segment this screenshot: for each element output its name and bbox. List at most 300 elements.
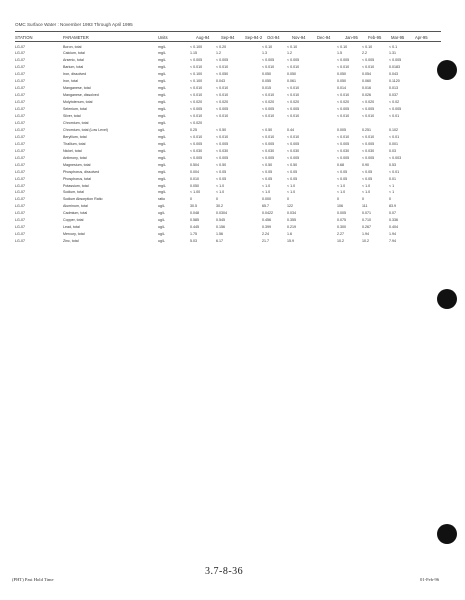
cell-units: mg/L xyxy=(158,107,166,112)
cell-units: ug/L xyxy=(158,232,165,237)
table-row xyxy=(0,106,465,113)
cell-units: mg/L xyxy=(158,183,166,188)
cell-nov: 122 xyxy=(287,204,293,209)
table-row xyxy=(0,231,465,238)
cell-aug: 5.03 xyxy=(190,239,197,244)
cell-sep: 0.0304 xyxy=(216,211,227,216)
cell-parameter: Sodium Absorption Ratio xyxy=(63,197,103,202)
cell-mar: 0.03 xyxy=(389,148,396,153)
cell-sep: < 0.005 xyxy=(216,141,229,146)
binder-hole-middle xyxy=(437,289,457,309)
cell-nov: 0.061 xyxy=(287,79,296,84)
cell-units: ug/L xyxy=(158,225,165,230)
cell-mar: 0.102 xyxy=(389,127,398,132)
cell-mar: 0 xyxy=(389,197,391,202)
cell-oct: 21.7 xyxy=(262,239,269,244)
cell-jan: < 1.0 xyxy=(337,183,346,188)
cell-jan: 1.5 xyxy=(337,51,342,56)
cell-aug: < 0.005 xyxy=(190,155,203,160)
binder-hole-bottom xyxy=(437,524,457,544)
column-header-feb-95: Feb-95 xyxy=(368,35,382,40)
cell-nov: < 0.005 xyxy=(287,58,300,63)
cell-oct: 0.015 xyxy=(262,86,271,91)
cell-sep: < 0.010 xyxy=(216,114,229,118)
cell-units: mg/L xyxy=(158,65,166,70)
cell-units: mg/L xyxy=(158,51,166,56)
cell-sep: 30.2 xyxy=(216,204,223,209)
cell-station: LG-07 xyxy=(15,218,25,223)
cell-aug: 0.004 xyxy=(190,169,199,174)
cell-mar: 0.013 xyxy=(389,86,398,91)
cell-nov: < 0.010 xyxy=(287,86,300,91)
cell-units: ug/L xyxy=(158,204,165,209)
cell-jan: 0.005 xyxy=(337,127,346,132)
cell-jan: < 0.020 xyxy=(337,100,350,105)
cell-feb: < 0.010 xyxy=(362,114,375,118)
cell-oct: < 0.005 xyxy=(262,155,275,160)
cell-oct: 1.3 xyxy=(262,51,267,56)
cell-oct: < 0.030 xyxy=(262,148,275,153)
cell-parameter: Aluminum, total xyxy=(63,204,88,209)
cell-station: LG-07 xyxy=(15,65,25,70)
cell-aug: < 0.100 xyxy=(190,79,203,84)
cell-mar: < 0.005 xyxy=(389,107,402,112)
cell-aug: < 0.100 xyxy=(190,44,203,49)
cell-mar: 0.0183 xyxy=(389,65,400,70)
column-header-dec-94: Dec-94 xyxy=(317,35,331,40)
cell-oct: < 0.005 xyxy=(262,107,275,112)
table-row xyxy=(0,183,465,190)
cell-parameter: Molybdenum, total xyxy=(63,100,93,105)
cell-station: LG-07 xyxy=(15,86,25,91)
column-header-nov-94: Nov-94 xyxy=(292,35,306,40)
cell-sep: < 0.010 xyxy=(216,65,229,70)
cell-feb: < 0.020 xyxy=(362,100,375,105)
cell-nov: < 0.020 xyxy=(287,100,300,105)
cell-feb: < 0.005 xyxy=(362,141,375,146)
cell-sep: < 0.005 xyxy=(216,58,229,63)
cell-mar: < 0.01 xyxy=(389,134,400,139)
cell-aug: 1.15 xyxy=(190,51,197,56)
cell-mar: < 0.003 xyxy=(389,155,402,160)
column-header-station: STATION xyxy=(15,35,33,40)
cell-mar: 0.07 xyxy=(389,211,396,216)
cell-station: LG-07 xyxy=(15,100,25,105)
cell-mar: < 0.005 xyxy=(389,58,402,63)
cell-nov: 0 xyxy=(287,197,289,202)
cell-oct: < 0.010 xyxy=(262,65,275,70)
cell-parameter: Iron, dissolved xyxy=(63,72,87,77)
cell-aug: < 0.005 xyxy=(190,58,203,63)
cell-aug: 0.504 xyxy=(190,162,199,167)
cell-nov: < 0.010 xyxy=(287,65,300,70)
cell-mar: 1.94 xyxy=(389,232,396,237)
cell-sep: 0.156 xyxy=(216,225,225,230)
cell-units: mg/L xyxy=(158,72,166,77)
cell-units: mg/L xyxy=(158,176,166,181)
cell-units: mg/L xyxy=(158,58,166,63)
column-header-oct-94: Oct-94 xyxy=(267,35,280,40)
cell-jan: 2.27 xyxy=(337,232,344,237)
cell-station: LG-07 xyxy=(15,183,25,188)
cell-sep: 1.2 xyxy=(216,51,221,56)
cell-parameter: Thallium, total xyxy=(63,141,86,146)
cell-parameter: Sodium, total xyxy=(63,190,84,195)
cell-sep: < 0.20 xyxy=(216,44,227,49)
cell-nov: < 0.005 xyxy=(287,107,300,112)
cell-nov: < 1.0 xyxy=(287,183,296,188)
cell-station: LG-07 xyxy=(15,155,25,160)
cell-parameter: Phosphorus, dissolved xyxy=(63,169,100,174)
cell-oct: 0.0422 xyxy=(262,211,273,216)
cell-jan: < 0.005 xyxy=(337,155,350,160)
cell-station: LG-07 xyxy=(15,197,25,202)
cell-parameter: Manganese, dissolved xyxy=(63,93,99,98)
cell-oct: 0.050 xyxy=(262,72,271,77)
cell-parameter: Iron, total xyxy=(63,79,78,84)
cell-oct: < 0.010 xyxy=(262,134,275,139)
cell-oct: < 1.0 xyxy=(262,190,271,195)
cell-mar: 0.043 xyxy=(389,72,398,77)
cell-feb: 1.94 xyxy=(362,232,369,237)
cell-sep: < 0.05 xyxy=(216,176,227,181)
table-row xyxy=(0,120,465,127)
cell-oct: < 0.05 xyxy=(262,176,273,181)
cell-nov: 1.6 xyxy=(287,232,292,237)
cell-nov: < 0.010 xyxy=(287,134,300,139)
cell-jan: 0.050 xyxy=(337,72,346,77)
cell-feb: < 0.005 xyxy=(362,155,375,160)
cell-aug: 0.050 xyxy=(190,183,199,188)
cell-aug: 0.010 xyxy=(190,176,199,181)
cell-units: mg/L xyxy=(158,162,166,167)
table-row xyxy=(0,169,465,176)
table-row xyxy=(0,238,465,245)
cell-feb: 0 xyxy=(362,197,364,202)
cell-sep: < 0.50 xyxy=(216,127,227,132)
cell-units: mg/L xyxy=(158,155,166,160)
cell-station: LG-07 xyxy=(15,211,25,216)
footer-note: (PHT) Past Hold Time xyxy=(12,577,54,582)
table-row xyxy=(0,113,465,120)
table-row xyxy=(0,189,465,196)
cell-station: LG-07 xyxy=(15,58,25,63)
cell-oct: < 0.010 xyxy=(262,93,275,98)
cell-jan: < 0.05 xyxy=(337,176,348,181)
cell-sep: < 0.030 xyxy=(216,148,229,153)
column-header-parameter: PARAMETER xyxy=(63,35,89,40)
cell-feb: 111 xyxy=(362,204,368,209)
cell-parameter: Manganese, total xyxy=(63,86,91,91)
cell-oct: < 0.10 xyxy=(262,44,273,49)
cell-sep: 6.17 xyxy=(216,239,223,244)
cell-station: LG-07 xyxy=(15,93,25,98)
cell-units: mg/L xyxy=(158,79,166,84)
cell-sep: 0.545 xyxy=(216,218,225,223)
cell-sep: 0.043 xyxy=(216,79,225,84)
column-header-mar-95: Mar-95 xyxy=(391,35,405,40)
cell-jan: 0.050 xyxy=(337,79,346,84)
table-row xyxy=(0,203,465,210)
cell-feb: < 0.05 xyxy=(362,176,373,181)
cell-sep: < 0.005 xyxy=(216,155,229,160)
cell-jan: < 0.030 xyxy=(337,148,350,153)
table-row xyxy=(0,134,465,141)
cell-aug: < 0.010 xyxy=(190,134,203,139)
cell-mar: 1.31 xyxy=(389,51,396,56)
cell-aug: < 0.010 xyxy=(190,114,203,118)
cell-nov: < 0.030 xyxy=(287,148,300,153)
cell-oct: 0.000 xyxy=(262,197,271,202)
cell-parameter: Zinc, total xyxy=(63,239,79,244)
cell-units: mg/L xyxy=(158,114,166,118)
cell-nov: 0.034 xyxy=(287,211,296,216)
cell-parameter: Mercury, total xyxy=(63,232,85,237)
cell-parameter: Antimony, total xyxy=(63,155,87,160)
column-header-aug-94: Aug-94 xyxy=(196,35,210,40)
cell-station: LG-07 xyxy=(15,127,25,132)
table-row xyxy=(0,148,465,155)
cell-mar: < 0.02 xyxy=(389,100,400,105)
cell-aug: 0.585 xyxy=(190,218,199,223)
table-row xyxy=(0,57,465,64)
table-row xyxy=(0,44,465,51)
table-row xyxy=(0,141,465,148)
cell-station: LG-07 xyxy=(15,72,25,77)
table-row xyxy=(0,78,465,85)
cell-station: LG-07 xyxy=(15,225,25,230)
cell-sep: < 0.010 xyxy=(216,93,229,98)
cell-parameter: Magnesium, total xyxy=(63,162,91,167)
cell-oct: < 0.020 xyxy=(262,100,275,105)
cell-oct: < 0.005 xyxy=(262,58,275,63)
cell-jan: < 0.005 xyxy=(337,58,350,63)
cell-station: LG-07 xyxy=(15,51,25,56)
cell-oct: < 1.0 xyxy=(262,183,271,188)
cell-sep: < 1.0 xyxy=(216,183,225,188)
cell-units: mg/L xyxy=(158,120,166,125)
cell-mar: 0.336 xyxy=(389,218,398,223)
cell-station: LG-07 xyxy=(15,239,25,244)
cell-units: ug/L xyxy=(158,211,165,216)
cell-mar: 0.037 xyxy=(389,93,398,98)
cell-nov: 0.050 xyxy=(287,72,296,77)
cell-station: LG-07 xyxy=(15,107,25,112)
footer-date: 01-Feb-96 xyxy=(420,577,440,582)
cell-station: LG-07 xyxy=(15,134,25,139)
table-row xyxy=(0,217,465,224)
cell-mar: < 0.01 xyxy=(389,169,400,174)
cell-parameter: Selenium, total xyxy=(63,107,87,112)
cell-mar: < 1 xyxy=(389,190,395,195)
table-row xyxy=(0,162,465,169)
cell-mar: < 0.01 xyxy=(389,114,400,118)
cell-feb: 0.026 xyxy=(362,93,371,98)
cell-feb: 0.054 xyxy=(362,72,371,77)
cell-mar: < 1 xyxy=(389,183,395,188)
cell-feb: 0.251 xyxy=(362,127,371,132)
cell-sep: < 0.010 xyxy=(216,86,229,91)
cell-units: mg/L xyxy=(158,190,166,195)
cell-aug: < 0.010 xyxy=(190,93,203,98)
cell-nov: < 0.010 xyxy=(287,93,300,98)
cell-parameter: Potassium, total xyxy=(63,183,89,188)
page-number: 3.7-8-36 xyxy=(205,566,244,577)
cell-feb: < 0.010 xyxy=(362,65,375,70)
cell-jan: 0.075 xyxy=(337,218,346,223)
table-row xyxy=(0,85,465,92)
cell-feb: < 0.005 xyxy=(362,58,375,63)
cell-feb: 0.071 xyxy=(362,211,371,216)
cell-oct: < 0.010 xyxy=(262,114,275,118)
cell-sep: < 1.0 xyxy=(216,190,225,195)
cell-feb: < 1.0 xyxy=(362,190,371,195)
cell-aug: < 0.020 xyxy=(190,100,203,105)
cell-parameter: Beryllium, total xyxy=(63,134,87,139)
cell-units: ug/L xyxy=(158,239,165,244)
cell-parameter: Arsenic, total xyxy=(63,58,84,63)
cell-parameter: Lead, total xyxy=(63,225,80,230)
cell-jan: < 0.10 xyxy=(337,44,348,49)
cell-feb: 0.90 xyxy=(362,162,369,167)
cell-mar: 0.53 xyxy=(389,162,396,167)
cell-units: mg/L xyxy=(158,148,166,153)
cell-aug: 0.25 xyxy=(190,127,197,132)
cell-nov: 1.2 xyxy=(287,51,292,56)
table-row xyxy=(0,176,465,183)
table-row xyxy=(0,155,465,162)
binder-hole-top xyxy=(437,60,457,80)
cell-aug: < 0.100 xyxy=(190,72,203,77)
cell-station: LG-07 xyxy=(15,120,25,125)
cell-aug: < 0.010 xyxy=(190,65,203,70)
cell-sep: 1.56 xyxy=(216,232,223,237)
cell-aug: 1.75 xyxy=(190,232,197,237)
cell-oct: < 0.005 xyxy=(262,141,275,146)
cell-oct: 0.055 xyxy=(262,79,271,84)
cell-station: LG-07 xyxy=(15,141,25,146)
cell-parameter: Chromium, total xyxy=(63,120,89,125)
cell-station: LG-07 xyxy=(15,176,25,181)
page-header-title: OMC Surface Water : November 1993 Through April 1995 xyxy=(15,22,133,27)
cell-jan: < 0.05 xyxy=(337,169,348,174)
cell-oct: 0.399 xyxy=(262,225,271,230)
cell-jan: < 0.010 xyxy=(337,114,350,118)
cell-nov: < 0.005 xyxy=(287,141,300,146)
cell-station: LG-07 xyxy=(15,44,25,49)
cell-station: LG-07 xyxy=(15,162,25,167)
cell-station: LG-07 xyxy=(15,190,25,195)
column-header-sep-94-2: Sep-94-2 xyxy=(245,35,263,40)
column-header-units: Units xyxy=(158,35,168,40)
cell-nov: 0.44 xyxy=(287,127,294,132)
table-row xyxy=(0,127,465,134)
table-row xyxy=(0,71,465,78)
cell-nov: 15.9 xyxy=(287,239,294,244)
cell-feb: < 0.10 xyxy=(362,44,373,49)
cell-sep: < 0.005 xyxy=(216,107,229,112)
cell-station: LG-07 xyxy=(15,114,25,118)
cell-feb: 10.2 xyxy=(362,239,369,244)
cell-nov: < 0.50 xyxy=(287,162,298,167)
cell-parameter: Boron, total xyxy=(63,44,82,49)
cell-aug: < 0.005 xyxy=(190,107,203,112)
cell-feb: 0.060 xyxy=(362,79,371,84)
cell-oct: < 0.50 xyxy=(262,127,273,132)
cell-parameter: Barium, total xyxy=(63,65,84,70)
cell-nov: < 0.005 xyxy=(287,155,300,160)
cell-parameter: Nickel, total xyxy=(63,148,82,153)
cell-aug: 0.445 xyxy=(190,225,199,230)
cell-units: mg/L xyxy=(158,169,166,174)
cell-jan: < 0.005 xyxy=(337,141,350,146)
cell-units: mg/L xyxy=(158,93,166,98)
cell-jan: 0 xyxy=(337,197,339,202)
cell-nov: < 0.05 xyxy=(287,169,298,174)
cell-mar: 83.9 xyxy=(389,204,396,209)
cell-jan: < 0.005 xyxy=(337,107,350,112)
table-row xyxy=(0,92,465,99)
cell-jan: < 1.0 xyxy=(337,190,346,195)
cell-parameter: Cadmium, total xyxy=(63,211,88,216)
cell-nov: 0.219 xyxy=(287,225,296,230)
cell-sep: < 0.010 xyxy=(216,134,229,139)
cell-nov: < 0.10 xyxy=(287,44,298,49)
cell-jan: < 0.010 xyxy=(337,134,350,139)
cell-nov: < 0.05 xyxy=(287,176,298,181)
cell-feb: 0.267 xyxy=(362,225,371,230)
cell-oct: < 0.05 xyxy=(262,169,273,174)
cell-sep: < 0.050 xyxy=(216,72,229,77)
cell-units: ug/L xyxy=(158,218,165,223)
cell-parameter: Copper, total xyxy=(63,218,84,223)
cell-mar: 0.1120 xyxy=(389,79,400,84)
cell-parameter: Phosphorus, total xyxy=(63,176,91,181)
table-row xyxy=(0,196,465,203)
cell-parameter: Chromium, total (Low Level) xyxy=(63,127,108,132)
column-header-sep-94: Sep-94 xyxy=(221,35,235,40)
cell-aug: < 0.005 xyxy=(190,141,203,146)
table-row xyxy=(0,50,465,57)
cell-feb: < 0.05 xyxy=(362,169,373,174)
cell-units: mg/L xyxy=(158,134,166,139)
cell-mar: 0.001 xyxy=(389,141,398,146)
header-rule-top xyxy=(15,31,441,32)
cell-station: LG-07 xyxy=(15,148,25,153)
cell-units: mg/L xyxy=(158,100,166,105)
cell-aug: 0.048 xyxy=(190,211,199,216)
cell-aug: < 0.010 xyxy=(190,86,203,91)
cell-oct: 65.7 xyxy=(262,204,269,209)
cell-feb: 0.710 xyxy=(362,218,371,223)
cell-sep: < 0.020 xyxy=(216,100,229,105)
cell-jan: 10.2 xyxy=(337,239,344,244)
table-row xyxy=(0,224,465,231)
header-rule-bottom xyxy=(15,41,441,42)
cell-jan: 0.014 xyxy=(337,86,346,91)
cell-jan: 106 xyxy=(337,204,343,209)
cell-jan: < 0.010 xyxy=(337,93,350,98)
cell-feb: < 0.030 xyxy=(362,148,375,153)
cell-mar: < 0.1 xyxy=(389,44,398,49)
cell-mar: 0.01 xyxy=(389,176,396,181)
cell-feb: < 0.005 xyxy=(362,107,375,112)
cell-jan: < 0.010 xyxy=(337,65,350,70)
cell-aug: < 0.020 xyxy=(190,120,203,125)
cell-sep: < 0.05 xyxy=(216,169,227,174)
cell-aug: 0 xyxy=(190,197,192,202)
cell-aug: < 0.030 xyxy=(190,148,203,153)
